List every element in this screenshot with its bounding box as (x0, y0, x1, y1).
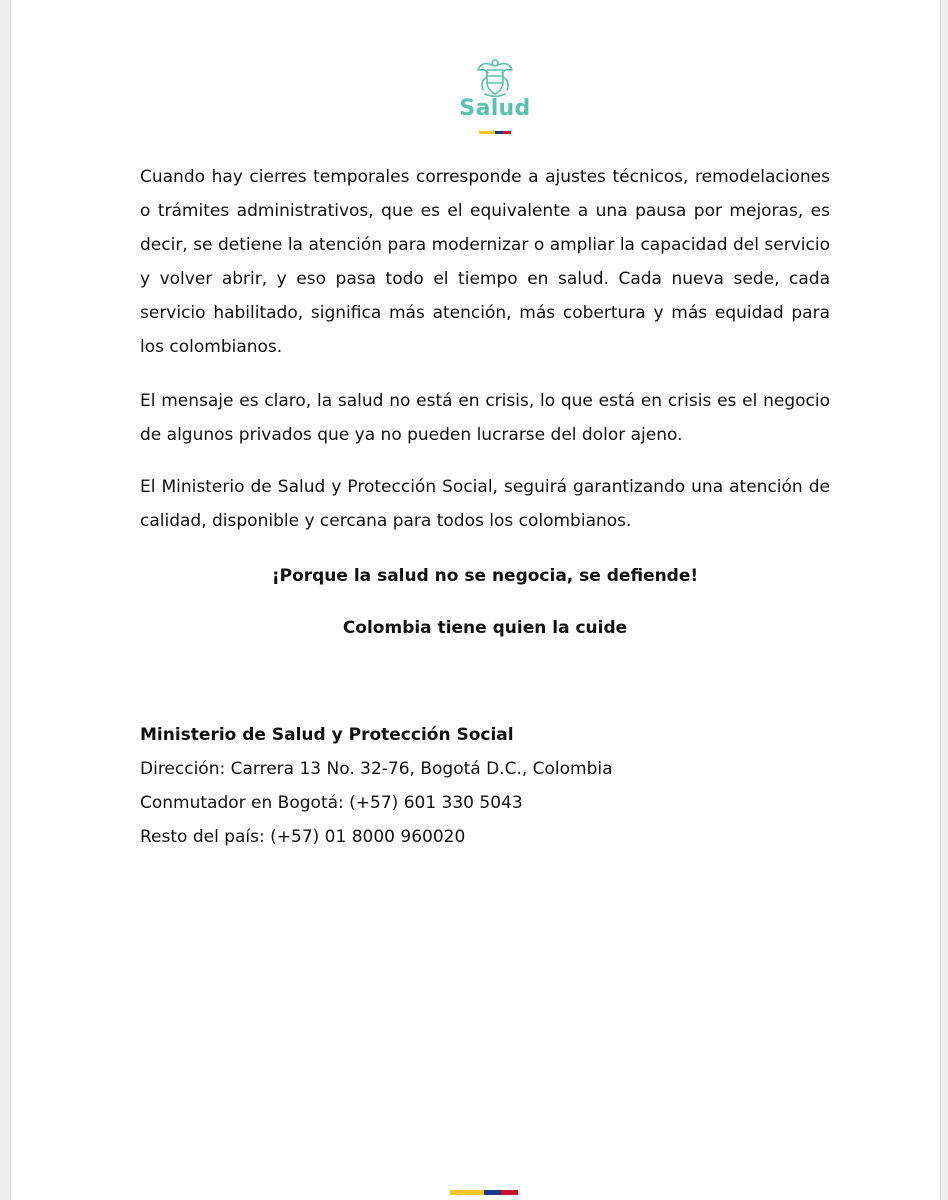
paragraph-message: El mensaje es claro, la salud no está en crisis, lo que está en crisis es el negocio de algunos privados que ya no pueden lucrarse del dolor ajeno. (140, 391, 830, 445)
document-page (10, 0, 941, 1200)
footer-flag-bar (450, 1190, 518, 1195)
rest-of-country-line: Resto del país: (+57) 01 8000 960020 (140, 827, 466, 847)
slogan-colombia: Colombia tiene quien la cuide (342, 618, 628, 638)
logo-text: Salud (459, 96, 531, 121)
footer-red-stripe (501, 1190, 518, 1195)
flag-red-stripe (503, 131, 511, 134)
coat-of-arms-icon (445, 56, 545, 98)
switchboard-line: Conmutador en Bogotá: (+57) 601 330 5043 (140, 793, 523, 813)
footer-blue-stripe (484, 1190, 501, 1195)
slogan-defend: ¡Porque la salud no se negocia, se defiende! (271, 566, 699, 586)
address-line: Dirección: Carrera 13 No. 32-76, Bogotá D.C., Colombia (140, 759, 613, 779)
salud-logo (445, 56, 565, 138)
flag-blue-stripe (495, 131, 503, 134)
organization-name: Ministerio de Salud y Protección Social (140, 725, 514, 745)
flag-yellow-stripe (479, 131, 495, 134)
paragraph-ministry: El Ministerio de Salud y Protección Social, seguirá garantizando una atención de calidad, disponible y cercana para todos los colombianos. (140, 477, 830, 531)
paragraph-closures: Cuando hay cierres temporales corresponde a ajustes técnicos, remodelaciones o trámites administrativos, que es el equivalente a una pausa por mejoras, es decir, se detiene la atención para modernizar o ampliar la capacidad del servicio y volver abrir, y eso pasa todo el tiempo en salud. Cada nueva sede, cada servicio habilitado, significa más atención, más cobertura y más equidad para los colombianos. (140, 167, 830, 357)
footer-yellow-stripe (450, 1190, 484, 1195)
logo-flag-bar (479, 131, 511, 134)
contact-block (140, 718, 840, 854)
